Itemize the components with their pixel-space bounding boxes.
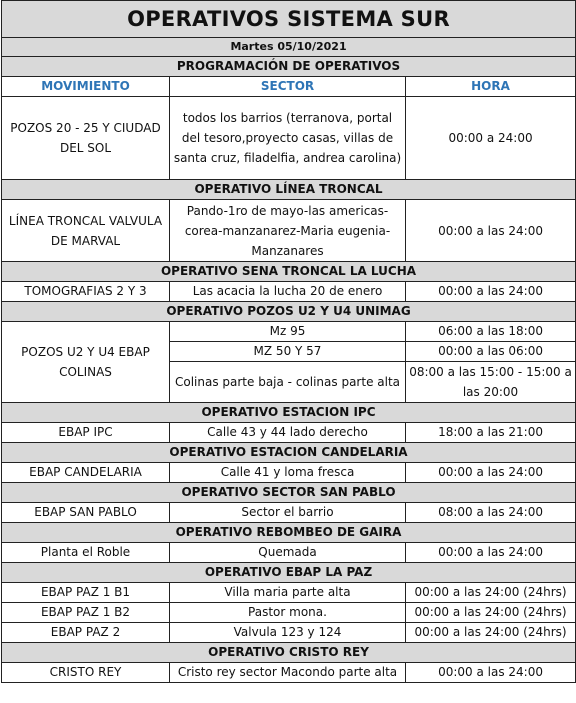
column-header-row xyxy=(2,77,576,97)
section-header-row xyxy=(2,403,576,423)
section-header-row xyxy=(2,302,576,322)
table-row xyxy=(2,97,576,180)
table-row xyxy=(2,282,576,302)
hora-cell: 08:00 a las 24:00 xyxy=(406,503,576,523)
section-title-estacion-ipc: OPERATIVO ESTACION IPC xyxy=(2,403,576,423)
table-row xyxy=(2,322,576,342)
column-header-movimiento: MOVIMIENTO xyxy=(2,77,170,97)
table-row xyxy=(2,423,576,443)
movimiento-cell: EBAP CANDELARIA xyxy=(2,463,170,483)
program-header: PROGRAMACIÓN DE OPERATIVOS xyxy=(2,57,576,77)
section-header-row xyxy=(2,563,576,583)
movimiento-cell: EBAP PAZ 1 B1 xyxy=(2,583,170,603)
section-title-rebombeo-gaira: OPERATIVO REBOMBEO DE GAIRA xyxy=(2,523,576,543)
movimiento-cell: TOMOGRAFIAS 2 Y 3 xyxy=(2,282,170,302)
section-header-row xyxy=(2,180,576,200)
hora-cell: 00:00 a las 06:00 xyxy=(406,342,576,362)
hora-cell: 00:00 a las 24:00 xyxy=(406,463,576,483)
hora-cell: 00:00 a las 24:00 (24hrs) xyxy=(406,583,576,603)
movimiento-cell: POZOS U2 Y U4 EBAP COLINAS xyxy=(2,322,170,403)
hora-cell: 00:00 a las 24:00 (24hrs) xyxy=(406,623,576,643)
program-header-row xyxy=(2,57,576,77)
section-title-linea-troncal: OPERATIVO LÍNEA TRONCAL xyxy=(2,180,576,200)
table-row xyxy=(2,200,576,262)
sector-cell: Colinas parte baja - colinas parte alta xyxy=(170,362,406,403)
table-row xyxy=(2,543,576,563)
section-header-row xyxy=(2,643,576,663)
hora-cell: 00:00 a las 24:00 (24hrs) xyxy=(406,603,576,623)
movimiento-cell: EBAP PAZ 1 B2 xyxy=(2,603,170,623)
hora-cell: 00:00 a las 24:00 xyxy=(406,663,576,683)
column-header-sector: SECTOR xyxy=(170,77,406,97)
sector-cell: Calle 43 y 44 lado derecho xyxy=(170,423,406,443)
table-row xyxy=(2,623,576,643)
movimiento-cell: Planta el Roble xyxy=(2,543,170,563)
table-row xyxy=(2,663,576,683)
section-title-ebap-la-paz: OPERATIVO EBAP LA PAZ xyxy=(2,563,576,583)
movimiento-cell: CRISTO REY xyxy=(2,663,170,683)
section-title-sector-san-pablo: OPERATIVO SECTOR SAN PABLO xyxy=(2,483,576,503)
hora-cell: 18:00 a las 21:00 xyxy=(406,423,576,443)
section-title-cristo-rey: OPERATIVO CRISTO REY xyxy=(2,643,576,663)
sector-cell: Las acacia la lucha 20 de enero xyxy=(170,282,406,302)
section-header-row xyxy=(2,262,576,282)
hora-cell: 00:00 a las 24:00 xyxy=(406,200,576,262)
hora-cell: 08:00 a las 15:00 - 15:00 a las 20:00 xyxy=(406,362,576,403)
sector-cell: Mz 95 xyxy=(170,322,406,342)
table-row xyxy=(2,583,576,603)
movimiento-cell: LÍNEA TRONCAL VALVULA DE MARVAL xyxy=(2,200,170,262)
sector-cell: Sector el barrio xyxy=(170,503,406,523)
date-label: Martes 05/10/2021 xyxy=(2,38,576,57)
movimiento-cell: EBAP PAZ 2 xyxy=(2,623,170,643)
page-title: OPERATIVOS SISTEMA SUR xyxy=(2,1,576,38)
section-title-estacion-candelaria: OPERATIVO ESTACION CANDELARIA xyxy=(2,443,576,463)
section-header-row xyxy=(2,523,576,543)
movimiento-cell: POZOS 20 - 25 Y CIUDAD DEL SOL xyxy=(2,97,170,180)
hora-cell: 00:00 a las 24:00 xyxy=(406,543,576,563)
sector-cell: Quemada xyxy=(170,543,406,563)
movimiento-cell: EBAP IPC xyxy=(2,423,170,443)
sector-cell: Calle 41 y loma fresca xyxy=(170,463,406,483)
table-row xyxy=(2,603,576,623)
hora-cell: 00:00 a 24:00 xyxy=(406,97,576,180)
sector-cell: Pastor mona. xyxy=(170,603,406,623)
sector-cell: MZ 50 Y 57 xyxy=(170,342,406,362)
section-title-pozos-u2-u4: OPERATIVO POZOS U2 Y U4 UNIMAG xyxy=(2,302,576,322)
title-row xyxy=(2,1,576,38)
sector-cell: todos los barrios (terranova, portal del tesoro,proyecto casas, villas de santa cruz, filadelfia, andrea carolina) xyxy=(170,97,406,180)
sector-cell: Cristo rey sector Macondo parte alta xyxy=(170,663,406,683)
movimiento-cell: EBAP SAN PABLO xyxy=(2,503,170,523)
operativos-table xyxy=(1,0,576,683)
section-header-row xyxy=(2,483,576,503)
hora-cell: 06:00 a las 18:00 xyxy=(406,322,576,342)
date-row xyxy=(2,38,576,57)
sector-cell: Pando-1ro de mayo-las americas-corea-manzanarez-Maria eugenia-Manzanares xyxy=(170,200,406,262)
section-header-row xyxy=(2,443,576,463)
hora-cell: 00:00 a las 24:00 xyxy=(406,282,576,302)
section-title-sena-troncal: OPERATIVO SENA TRONCAL LA LUCHA xyxy=(2,262,576,282)
column-header-hora: HORA xyxy=(406,77,576,97)
table-row xyxy=(2,503,576,523)
sector-cell: Villa maria parte alta xyxy=(170,583,406,603)
sector-cell: Valvula 123 y 124 xyxy=(170,623,406,643)
table-row xyxy=(2,463,576,483)
